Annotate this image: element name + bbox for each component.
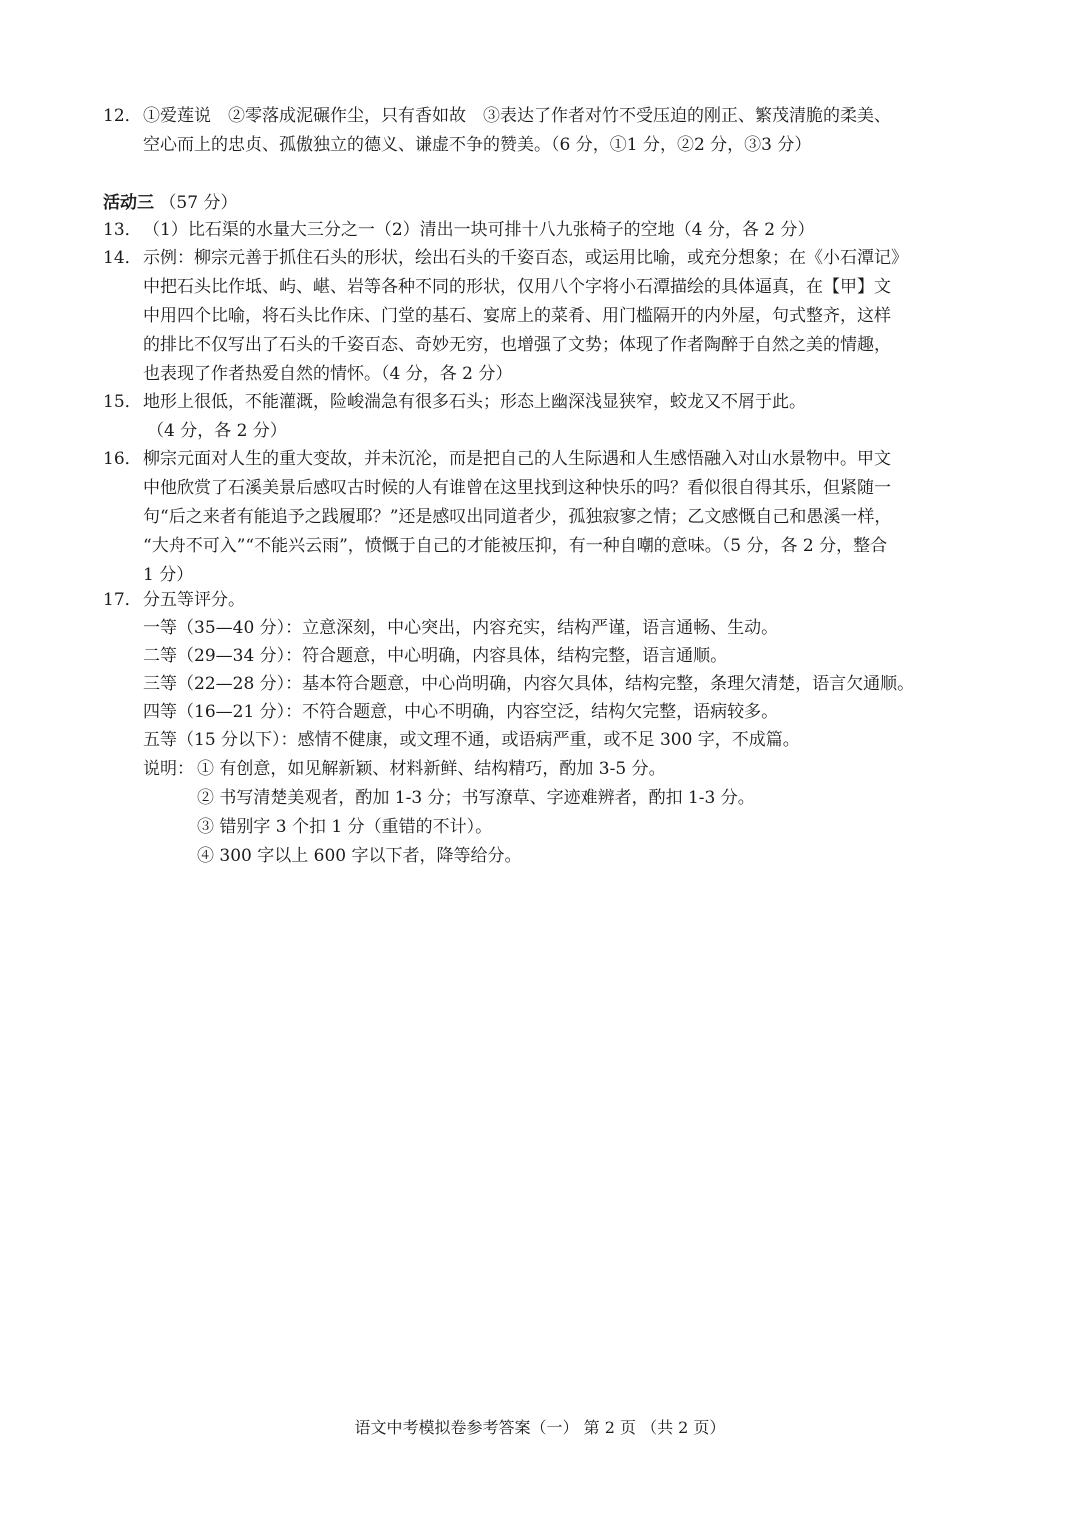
section-score: （57 分） xyxy=(159,193,238,213)
answer-line: “大舟不可入”“不能兴云雨”，愤慨于自己的才能被压抑，有一种自嘲的意味。（5 分，各 2 分，整合 xyxy=(143,536,888,556)
grade-level: 一等（35—40 分）：立意深刻，中心突出，内容充实，结构严谨，语言通畅、生动。 xyxy=(143,618,779,638)
answer-number: 14． xyxy=(103,248,142,268)
answer-line: 中用四个比喻，将石头比作床、门堂的基石、宴席上的菜肴、用门槛隔开的内外屋，句式整齐，这样 xyxy=(143,306,891,326)
answer-13 xyxy=(103,216,983,245)
note-item: ① 有创意，如见解新颖、材料新鲜、结构精巧，酌加 3-5 分。 xyxy=(197,759,666,779)
answer-line: 柳宗元面对人生的重大变故，并未沉沦，而是把自己的人生际遇和人生感悟融入对山水景物中。甲文 xyxy=(143,449,891,469)
grade-level: 三等（22—28 分）：基本符合题意，中心尚明确，内容欠具体，结构完整，条理欠清楚，语言欠通顺。 xyxy=(143,674,915,694)
grade-level: 四等（16—21 分）：不符合题意，中心不明确，内容空泛，结构欠完整，语病较多。 xyxy=(143,702,779,722)
answer-number: 16． xyxy=(103,449,142,469)
note-item: ④ 300 字以上 600 字以下者，降等给分。 xyxy=(197,846,522,866)
answer-line: 示例：柳宗元善于抓住石头的形状，绘出石头的千姿百态，或运用比喻，或充分想象；在《小石潭记》 xyxy=(143,248,908,268)
answer-number: 15． xyxy=(103,392,142,412)
notes-label: 说明： xyxy=(143,759,194,779)
answer-16 xyxy=(103,445,983,590)
answer-line: 中把石头比作坻、屿、嵁、岩等各种不同的形状，仅用八个字将小石潭描绘的具体逼真，在【甲】文 xyxy=(143,277,891,297)
answer-17 xyxy=(103,586,983,615)
answer-12 xyxy=(103,102,983,160)
answer-line: 中他欣赏了石溪美景后感叹古时候的人有谁曾在这里找到这种快乐的吗？看似很自得其乐，但紧随一 xyxy=(143,478,891,498)
answer-intro: 分五等评分。 xyxy=(143,590,245,610)
answer-14 xyxy=(103,244,983,389)
answer-number: 12． xyxy=(103,106,142,126)
grade-level: 五等（15 分以下）：感情不健康，或文理不通，或语病严重，或不足 300 字，不成篇。 xyxy=(143,730,800,750)
answer-line: 1 分） xyxy=(143,565,194,585)
answer-line: 也表现了作者热爱自然的情怀。（4 分，各 2 分） xyxy=(143,364,513,384)
answer-line: 句“后之来者有能追予之践履耶？”还是感叹出同道者少，孤独寂寥之情；乙文感慨自己和愚溪一样， xyxy=(143,507,892,527)
answer-line: 地形上很低，不能灌溉，险峻湍急有很多石头；形态上幽深浅显狭窄，蛟龙又不屑于此。 xyxy=(143,392,806,412)
grade-level: 二等（29—34 分）：符合题意，中心明确，内容具体，结构完整，语言通顺。 xyxy=(143,646,728,666)
note-item: ③ 错别字 3 个扣 1 分（重错的不计）。 xyxy=(197,817,493,837)
answer-number: 17． xyxy=(103,590,142,610)
answer-line: 的排比不仅写出了石头的千姿百态、奇妙无穷，也增强了文势；体现了作者陶醉于自然之美的情趣， xyxy=(143,335,891,355)
answer-line: （1）比石渠的水量大三分之一（2）清出一块可排十八九张椅子的空地（4 分，各 2 分） xyxy=(143,220,815,240)
section-title: 活动三 xyxy=(103,193,154,213)
answer-line: ①爱莲说 ②零落成泥碾作尘，只有香如故 ③表达了作者对竹不受压迫的刚正、繁茂清脆的柔美、 xyxy=(143,106,891,126)
answer-15 xyxy=(103,388,983,446)
page-footer: 语文中考模拟卷参考答案（一） 第 2 页 （共 2 页） xyxy=(354,1418,726,1437)
answer-line: 空心而上的忠贞、孤傲独立的德义、谦虚不争的赞美。（6 分，①1 分，②2 分，③3 分） xyxy=(143,135,812,155)
section-heading xyxy=(103,190,237,216)
answer-number: 13． xyxy=(103,220,142,240)
note-item: ② 书写清楚美观者，酌加 1-3 分；书写潦草、字迹难辨者，酌扣 1-3 分。 xyxy=(197,788,755,808)
answer-line: （4 分，各 2 分） xyxy=(147,421,287,441)
